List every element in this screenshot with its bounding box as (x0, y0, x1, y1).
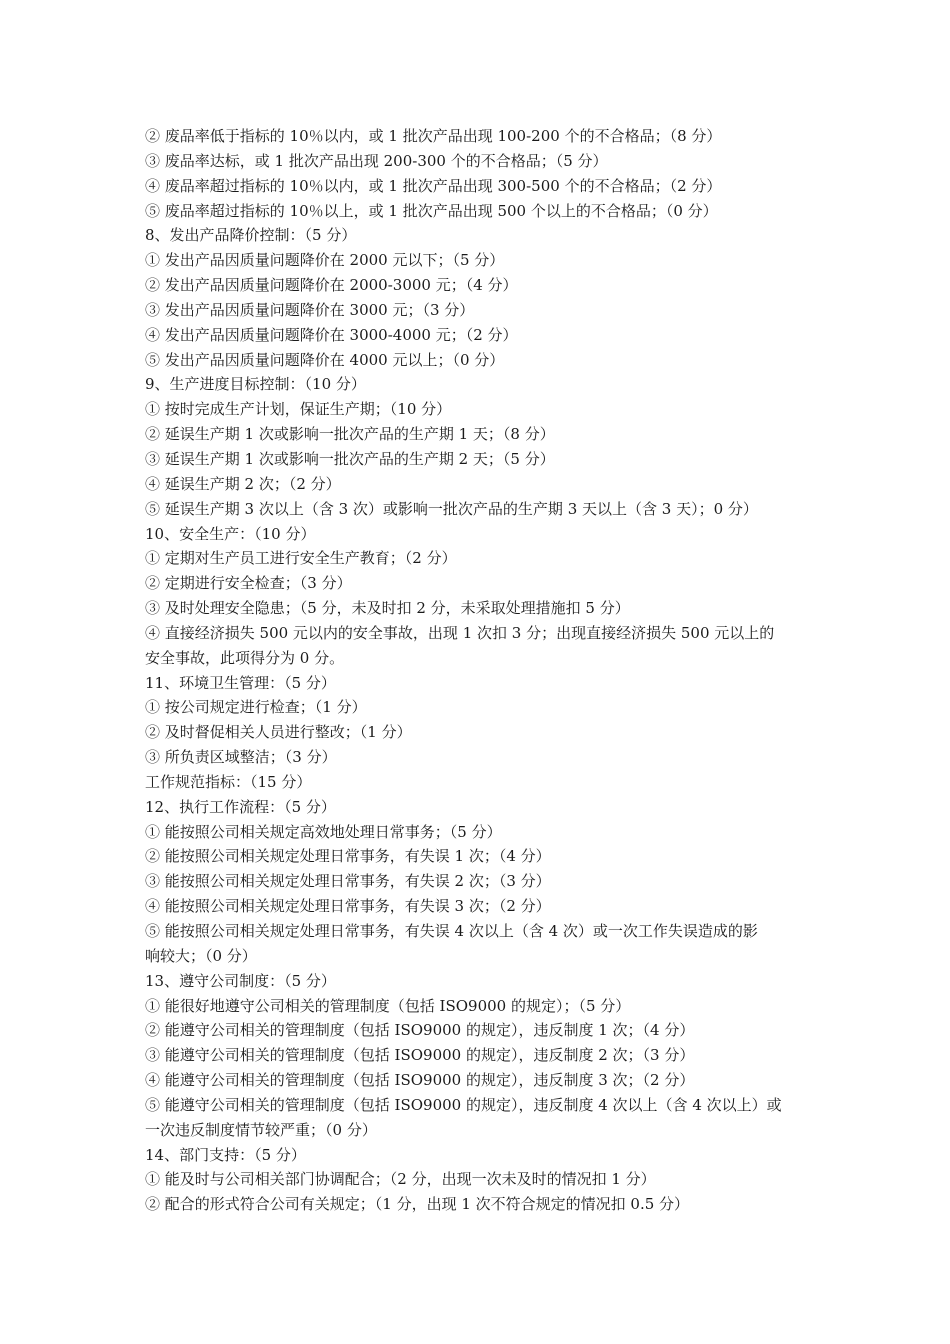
text-line: 13、遵守公司制度：（5 分） (145, 971, 336, 990)
text-line: ② 发出产品因质量问题降价在 2000-3000 元；（4 分） (145, 276, 518, 295)
text-line: ⑤ 能遵守公司相关的管理制度（包括 ISO9000 的规定），违反制度 4 次以上（含 4 次以上）或 (145, 1095, 782, 1114)
text-line: 14、部门支持：（5 分） (145, 1145, 306, 1164)
text-line: ③ 及时处理安全隐患；（5 分，未及时扣 2 分，未采取处理措施扣 5 分） (145, 599, 630, 618)
text-line: ③ 所负责区域整洁；（3 分） (145, 748, 337, 767)
text-line: 工作规范指标：（15 分） (145, 772, 312, 791)
text-line: ③ 废品率达标，或 1 批次产品出现 200-300 个的不合格品；（5 分） (145, 151, 608, 170)
text-line: ① 能按照公司相关规定高效地处理日常事务；（5 分） (145, 822, 502, 841)
text-line: 12、执行工作流程：（5 分） (145, 797, 336, 816)
text-line: ⑤ 延误生产期 3 次以上（含 3 次）或影响一批次产品的生产期 3 天以上（含 3 天）；0 分） (145, 499, 758, 518)
text-line: 9、生产进度目标控制：（10 分） (145, 375, 366, 394)
text-line: ② 延误生产期 1 次或影响一批次产品的生产期 1 天；（8 分） (145, 425, 555, 444)
text-line: ④ 能遵守公司相关的管理制度（包括 ISO9000 的规定），违反制度 3 次；（2 分） (145, 1071, 695, 1090)
text-line: ④ 直接经济损失 500 元以内的安全事故，出现 1 次扣 3 分；出现直接经济损失 500 元以上的 (145, 623, 775, 642)
text-line: ① 能及时与公司相关部门协调配合；（2 分，出现一次未及时的情况扣 1 分） (145, 1170, 656, 1189)
text-line: ① 能很好地遵守公司相关的管理制度（包括 ISO9000 的规定）；（5 分） (145, 996, 631, 1015)
text-line: ③ 延误生产期 1 次或影响一批次产品的生产期 2 天；（5 分） (145, 449, 555, 468)
text-line: 10、安全生产：（10 分） (145, 524, 316, 543)
text-line: ③ 能遵守公司相关的管理制度（包括 ISO9000 的规定），违反制度 2 次；（3 分） (145, 1046, 695, 1065)
text-line: ② 废品率低于指标的 10％以内，或 1 批次产品出现 100-200 个的不合格品；（8 分） (145, 127, 722, 145)
text-line: ② 能遵守公司相关的管理制度（包括 ISO9000 的规定），违反制度 1 次；（4 分） (145, 1021, 695, 1040)
text-line: ③ 能按照公司相关规定处理日常事务，有失误 2 次；（3 分） (145, 872, 551, 891)
text-line: ① 按时完成生产计划，保证生产期；（10 分） (145, 400, 452, 419)
text-line: ④ 废品率超过指标的 10％以内，或 1 批次产品出现 300-500 个的不合格品；（2 分） (145, 176, 722, 195)
text-line: ② 能按照公司相关规定处理日常事务，有失误 1 次；（4 分） (145, 847, 551, 866)
text-line: ② 定期进行安全检查；（3 分） (145, 574, 352, 593)
text-line: ④ 能按照公司相关规定处理日常事务，有失误 3 次；（2 分） (145, 897, 551, 916)
text-line: 安全事故，此项得分为 0 分。 (145, 648, 345, 667)
text-line: ② 配合的形式符合公司有关规定；（1 分，出现 1 次不符合规定的情况扣 0.5 分） (145, 1195, 690, 1214)
text-line: ③ 发出产品因质量问题降价在 3000 元；（3 分） (145, 300, 475, 319)
text-line: 8、发出产品降价控制：（5 分） (145, 226, 357, 245)
text-line: 响较大；（0 分） (145, 946, 257, 965)
text-line: ① 定期对生产员工进行安全生产教育；（2 分） (145, 549, 457, 568)
text-line: ④ 发出产品因质量问题降价在 3000-4000 元；（2 分） (145, 325, 518, 344)
text-line: ④ 延误生产期 2 次；（2 分） (145, 474, 341, 493)
text-line: 11、环境卫生管理：（5 分） (145, 673, 336, 692)
text-line: ② 及时督促相关人员进行整改；（1 分） (145, 723, 412, 742)
document-body (145, 124, 815, 1217)
text-line: ⑤ 发出产品因质量问题降价在 4000 元以上；（0 分） (145, 350, 505, 369)
text-line: ⑤ 废品率超过指标的 10％以上，或 1 批次产品出现 500 个以上的不合格品；（0 分） (145, 201, 718, 220)
text-line: ① 发出产品因质量问题降价在 2000 元以下；（5 分） (145, 251, 505, 270)
text-line: ⑤ 能按照公司相关规定处理日常事务，有失误 4 次以上（含 4 次）或一次工作失误造成的影 (145, 922, 758, 940)
text-line: ① 按公司规定进行检查；（1 分） (145, 698, 367, 717)
text-line: 一次违反制度情节较严重；（0 分） (145, 1120, 377, 1139)
